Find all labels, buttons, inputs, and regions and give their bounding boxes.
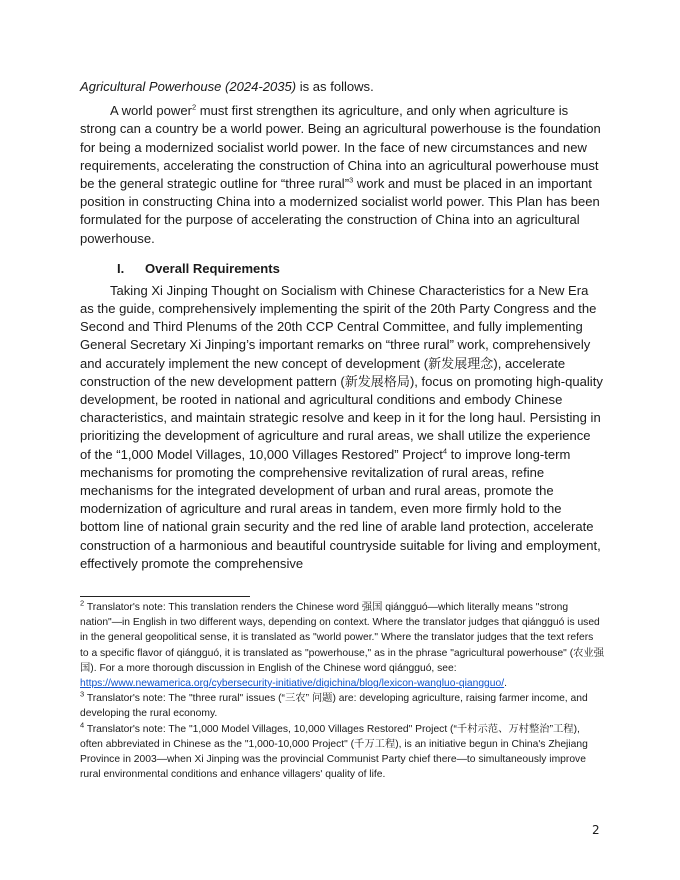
intro-line (80, 78, 604, 96)
paragraph-2-text-a: Taking Xi Jinping Thought on Socialism with Chinese Characteristics for a New Era as the guide, comprehensively implementing the spirit of the 20th Party Congress and the Second and Third Plenums of the 20th CCP Central Committee, and fully implementing General Secretary Xi Jinping’s important remarks on “three rural” work, comprehensively and accurately implement the new concept of development (新发展理念), accelerate construction of the new development pattern (新发展格局), focus on promoting high-quality development, be rooted in national and agricultural conditions and embody Chinese characteristics, and maintain strategic resolve and keep in it for the long haul. Persisting in prioritizing the development of agriculture and rural areas, we shall utilize the experience of the “1,000 Model Villages, 10,000 Villages Restored” Project (80, 282, 603, 462)
plan-title-italic: Agricultural Powerhouse (2024-2035) (80, 79, 297, 94)
section-title: Overall Requirements (145, 260, 280, 276)
footnote-3 (80, 691, 604, 721)
paragraph-1-text-c: work and must be placed in an important position in constructing China into a modernized socialist world power. This Plan has been formulated for the purpose of accelerating the construction of China into an agricultural powerhouse. (80, 176, 600, 246)
paragraph-1 (80, 102, 604, 248)
paragraph-1-text-b: must first strengthen its agriculture, and only when agriculture is strong can a country be a world power. Being an agricultural powerhouse is the foundation for being a modernized socialist world power. In the face of new circumstances and new requirements, accelerating the construction of China into an agricultural powerhouse must be the general strategic outline for “three rural” (80, 103, 601, 192)
footnote-2-period: . (504, 678, 507, 690)
document-page (80, 78, 604, 573)
section-number: I. (117, 260, 125, 276)
footnote-2-text: Translator's note: This translation renders the Chinese word 强国 qiángguó—which literally means "strong nation"—in English in two different ways, depending on context. Where the translator judges that qiángguó is used in the general geopolitical sense, it is translated as "world power." Where the translator judges that the text refers to a specific flavor of qiángguó, it is translated as "powerhouse," as in the phrase "agricultural powerhouse" (农业强国). For a more thorough discussion in English of the Chinese word qiángguó, see: (80, 602, 605, 674)
footnotes (80, 600, 604, 782)
section-heading (117, 261, 604, 276)
footnote-4-text: Translator's note: The "1,000 Model Villages, 10,000 Villages Restored" Project (“千村示范、万村整治”工程), often abbreviated in Chinese as the "1,000-10,000 Project" (千万工程), is an initiative begun in China's Zhejiang Province in 2003—when Xi Jinping was the provincial Communist Party chief there—to simultaneously improve rural environmental conditions and enhance villagers' quality of life. (80, 723, 588, 781)
paragraph-1-text-a: A world power (110, 103, 192, 119)
footnote-2-number: 2 (80, 598, 85, 608)
footnote-3-text: Translator's note: The "three rural" issues (“三农” 问题) are: developing agriculture, raising farmer income, and developing the rural economy. (80, 693, 588, 720)
footnote-ref-2[interactable]: 2 (191, 102, 197, 112)
paragraph-2 (80, 282, 604, 573)
footnote-4-number: 4 (80, 720, 85, 730)
footnote-2 (80, 600, 604, 691)
footnote-ref-3[interactable]: 3 (349, 175, 354, 185)
footnote-separator (80, 596, 250, 597)
footnote-3-number: 3 (80, 689, 85, 699)
footnote-ref-4[interactable]: 4 (442, 446, 448, 456)
intro-line-rest: is as follows. (296, 79, 374, 94)
page-number: 2 (592, 823, 600, 837)
footnote-4 (80, 722, 604, 783)
footnote-2-link[interactable]: https://www.newamerica.org/cybersecurity-initiative/digichina/blog/lexicon-wangluo-qiangguo/ (80, 678, 505, 690)
paragraph-2-text-b: to improve long-term mechanisms for promoting the comprehensive revitalization of rural areas, refine mechanisms for the integrated development of urban and rural areas, promote the modernization of agriculture and rural areas in tandem, even more firmly hold to the bottom line of national grain security and the red line of arable land protection, accelerate construction of a harmonious and beautiful countryside suitable for living and employment, effectively promote the comprehensive (80, 446, 601, 571)
